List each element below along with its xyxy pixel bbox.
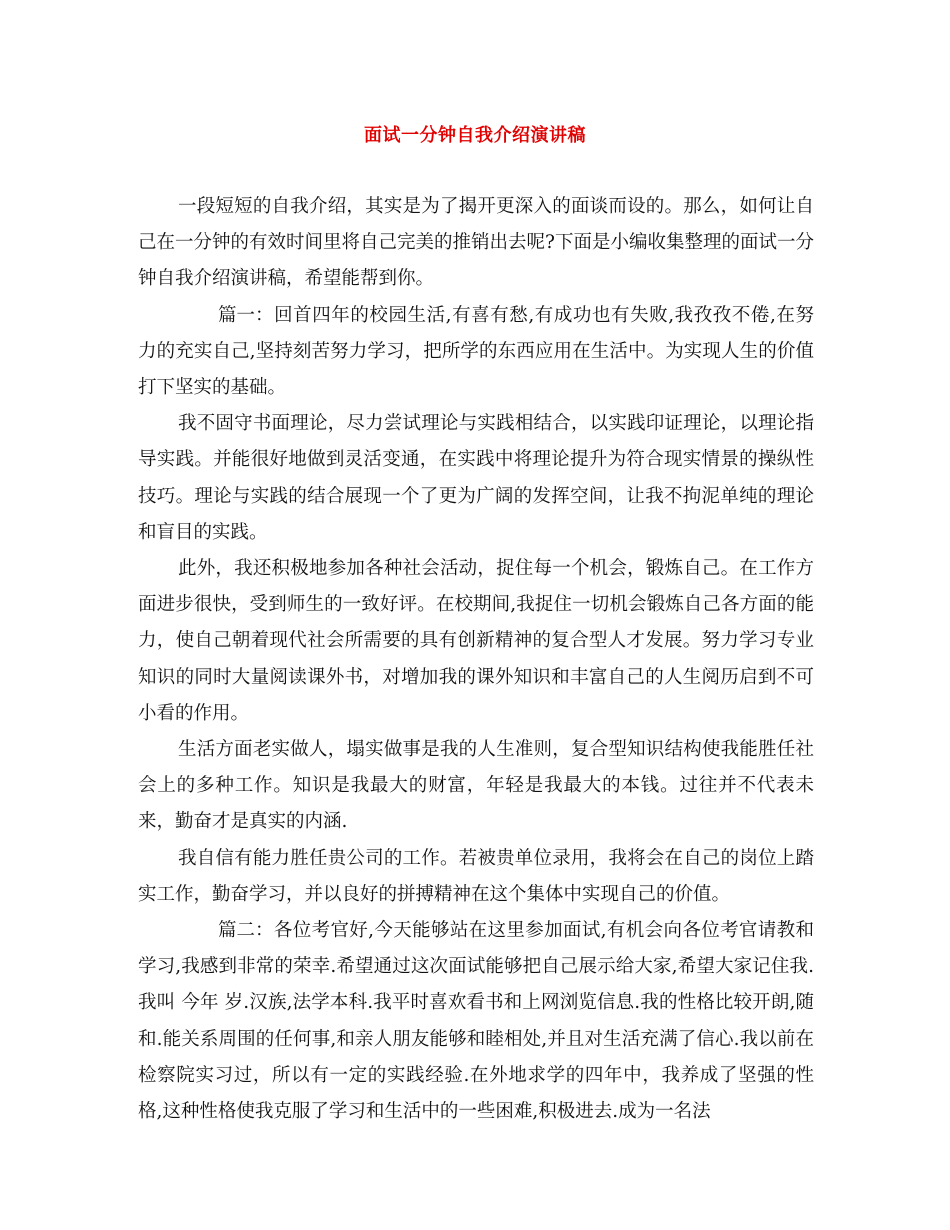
paragraph-text: 回首四年的校园生活,有喜有愁,有成功也有失败,我孜孜不倦,在努力的充实自己,坚持刻苦努力学习，把所学的东西应用在生活中。为实现人生的价值打下坚实的基础。: [138, 304, 814, 399]
document-body: [138, 189, 814, 1130]
paragraph-text: 此外，我还积极地参加各种社会活动，捉住每一个机会，锻炼自己。在工作方面进步很快，受到师生的一致好评。在校期间,我捉住一切机会锻炼自己各方面的能力，使自己朝着现代社会所需要的具有创新精神的复合型人才发展。努力学习专业知识的同时大量阅读课外书，对增加我的课外知识和丰富自己的人生阅历启到不可小看的作用。: [138, 558, 814, 724]
paragraph-text: 各位考官好,今天能够站在这里参加面试,有机会向各位考官请教和学习,我感到非常的荣幸.希望通过这次面试能够把自己展示给大家,希望大家记住我.我叫 今年 岁.汉族,法学本科.我平时喜欢看书和上网浏览信息.我的性格比较开朗,随和.能关系周围的任何事,和亲人朋友能够和睦相处,并且对生活充满了信心.我以前在检察院实习过，所以有一定的实践经验.在外地求学的四年中，我养成了坚强的性格,这种性格使我克服了学习和生活中的一些困难,积极进去.成为一名法: [138, 920, 814, 1123]
section-label: 篇二：: [218, 920, 274, 942]
paragraph-text: 生活方面老实做人，塌实做事是我的人生准则，复合型知识结构使我能胜任社会上的多种工作。知识是我最大的财富，年轻是我最大的本钱。过往并不代表未来，勤奋才是真实的内涵.: [138, 739, 814, 833]
paragraph-theory-practice: [138, 406, 814, 551]
paragraph-section-two-opening: [138, 913, 814, 1130]
paragraph-confidence: [138, 841, 814, 913]
section-label: 篇一：: [218, 304, 274, 326]
paragraph-text: 我自信有能力胜任贵公司的工作。若被贵单位录用，我将会在自己的岗位上踏实工作，勤奋学习，并以良好的拼搏精神在这个集体中实现自己的价值。: [138, 847, 814, 905]
document-title: 面试一分钟自我介绍演讲稿: [364, 125, 586, 146]
paragraph-section-one-opening: [138, 298, 814, 407]
paragraph-life-principles: [138, 732, 814, 841]
paragraph-intro: [138, 189, 814, 298]
paragraph-text: 一段短短的自我介绍，其实是为了揭开更深入的面谈而设的。那么，如何让自己在一分钟的有效时间里将自己完美的推销出去呢?下面是小编收集整理的面试一分钟自我介绍演讲稿，希望能帮到你。: [138, 196, 814, 290]
paragraph-text: 我不固守书面理论，尽力尝试理论与实践相结合，以实践印证理论，以理论指导实践。并能很好地做到灵活变通，在实践中将理论提升为符合现实情景的操纵性技巧。理论与实践的结合展现一个了更为广阔的发挥空间，让我不拘泥单纯的理论和盲目的实践。: [138, 413, 814, 543]
paragraph-social-activities: [138, 551, 814, 732]
